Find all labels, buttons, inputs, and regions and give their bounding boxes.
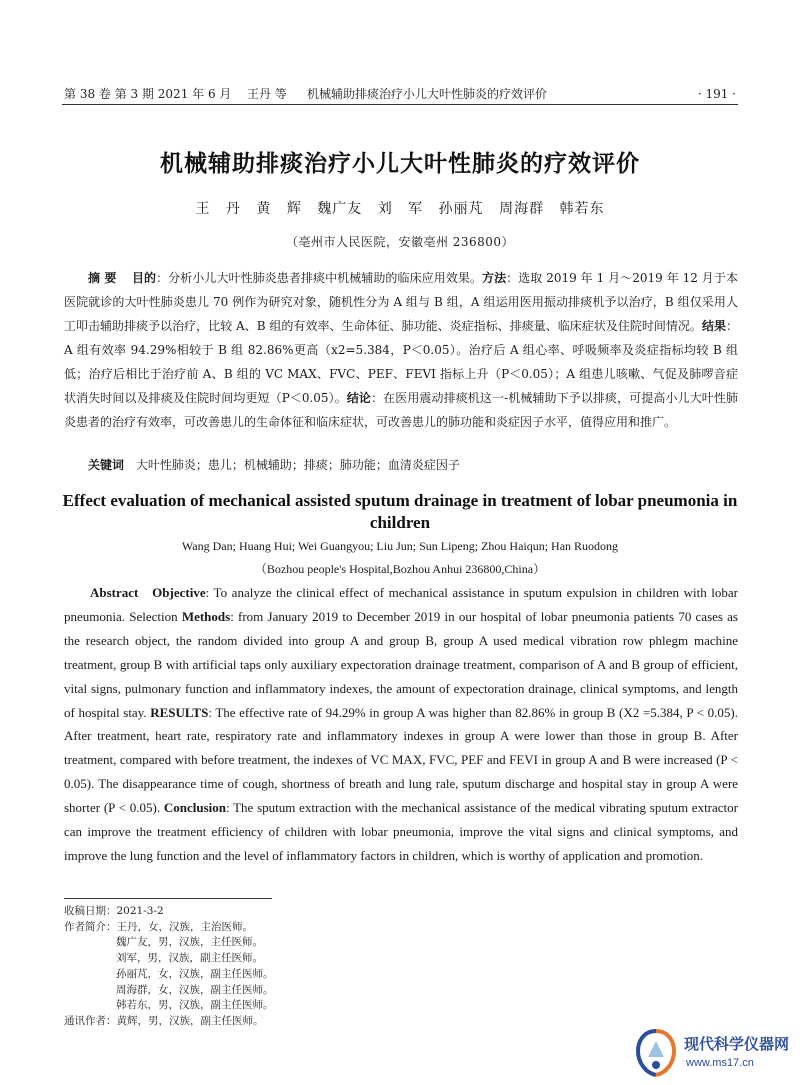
author-intro-line bbox=[64, 920, 464, 936]
conclusion-label-en: Conclusion bbox=[163, 800, 226, 816]
objective-text-en: : To analyze the clinical effect of mechanical assistance in sputum expulsion in children with lobar pneumonia. Selection bbox=[64, 585, 739, 624]
results-label-en: RESULTS bbox=[150, 704, 209, 720]
method-label-cn: 方法 bbox=[482, 271, 507, 285]
results-text-en: : The effective rate of 94.29% in group A was higher than 82.86% in group B (X2 =5.384, P < 0.05). After treatment, heart rate, respiratory rate and inflammatory indexes in group A were lower than those in group B. After treatment, compared with before treatment, the indexes of VC MAX, FVC, PEF and FEVI in group A and B were increased (P < 0.05). The disappearance time of cough, shortness of breath and lung rale, sputum discharge and hospital stay in group A were shorter (P < 0.05). bbox=[64, 704, 739, 816]
received-date: 收稿日期：2021-3-2 bbox=[64, 905, 164, 917]
affiliation-cn: （亳州市人民医院，安徽亳州 236800） bbox=[285, 235, 515, 249]
author-intro-label: 作者简介： bbox=[64, 920, 117, 933]
keywords-text-cn: 大叶性肺炎；患儿；机械辅助；排痰；肺功能；血清炎症因子 bbox=[135, 458, 460, 472]
objective-label-cn: 目的 bbox=[131, 271, 157, 285]
journal-issue: 第 38 卷 第 3 期 2021 年 6 月 bbox=[64, 87, 232, 101]
abstract-en bbox=[64, 581, 738, 868]
author-intro-item: 韩若东，男，汉族，副主任医师。 bbox=[116, 999, 274, 1012]
affiliation-en: （Bozhou people's Hospital,Bozhou Anhui 236800,China） bbox=[254, 562, 546, 576]
author-intro-item: 魏广友，男，汉族，主任医师。 bbox=[116, 936, 263, 949]
abstract-cn bbox=[64, 266, 738, 434]
watermark-url[interactable]: www.ms17.cn bbox=[686, 1057, 754, 1069]
header-title: 机械辅助排痰治疗小儿大叶性肺炎的疗效评价 bbox=[307, 87, 548, 101]
author-list-en: Wang Dan; Huang Hui; Wei Guangyou; Liu Jun; Sun Lipeng; Zhou Haiqun; Han Ruodong bbox=[181, 539, 619, 553]
method-text-cn: ：选取 2019 年 1 月～2019 年 12 月于本医院就诊的大叶性肺炎患儿 70 例作为研究对象，随机性分为 A 组与 B 组，A 组运用医用振动排痰机予以治疗，B 组仅采用人工叩击辅助排痰予以治疗，比较 A、B 组的有效率、生命体征、肺功能、炎症指标、排痰量、临床症状及住院时间情况。 bbox=[64, 271, 738, 333]
objective-text-cn: ：分析小儿大叶性肺炎患者排痰中机械辅助的临床应用效果。 bbox=[156, 271, 482, 285]
result-text-cn: ：A 组有效率 94.29%相较于 B 组 82.86%更高（x2=5.384，P＜0.05）。治疗后 A 组心率、呼吸频率及炎症指标均较 B 组低；治疗后相比于治疗前 A、B 组的 VC MAX、FVC、PEF、FEVI 指标上升（P＜0.05）；A 组患儿咳嗽、气促及肺啰音症状消失时间以及排痰及住院时间均更短（P＜0.05）。 bbox=[64, 319, 738, 405]
footnotes bbox=[64, 904, 464, 1030]
objective-label-en: Objective bbox=[152, 585, 206, 600]
site-watermark[interactable] bbox=[632, 1027, 792, 1079]
running-header bbox=[62, 84, 738, 105]
result-label-cn: 结果 bbox=[701, 319, 726, 333]
watermark-site-name: 现代科学仪器网 bbox=[684, 1035, 790, 1053]
header-authors: 王丹 等 bbox=[247, 87, 287, 101]
conclusion-label-cn: 结论 bbox=[346, 391, 372, 405]
keywords-cn bbox=[88, 455, 738, 475]
corresponding-author: 通讯作者：黄辉，男，汉族，副主任医师。 bbox=[64, 1014, 264, 1027]
paper-title-en: Effect evaluation of mechanical assisted sputum drainage in treatment of lobar pneumonia in children bbox=[62, 491, 738, 532]
keywords-label-cn: 关键词 bbox=[88, 458, 125, 472]
paper-title-cn: 机械辅助排痰治疗小儿大叶性肺炎的疗效评价 bbox=[160, 151, 640, 177]
methods-text-en: : from January 2019 to December 2019 in our hospital of lobar pneumonia patients 70 cases as the research object, the random divided into group A and group B, group A used medical vibration row phlegm machine treatment, group B with artificial taps only auxiliary expectoration drainage treatment, comparison of A and B group of efficient, vital signs, pulmonary function and inflammatory indexes, the amount of expectoration drainage, clinical symptoms, and length of hospital stay. bbox=[64, 608, 738, 720]
author-intro-item: 周海群，女，汉族，副主任医师。 bbox=[116, 983, 274, 996]
methods-label-en: Methods bbox=[181, 608, 231, 624]
page-number: · 191 · bbox=[697, 87, 736, 101]
conclusion-text-cn: ：在医用震动排痰机这一-机械辅助下予以排痰，可提高小儿大叶性肺炎患者的治疗有效率，可改善患儿的生命体征和临床症状，可改善患儿的肺功能和炎症因子水平，值得应用和推广。 bbox=[64, 391, 738, 429]
author-list-cn: 王 丹 黄 辉 魏广友 刘 军 孙丽芃 周海群 韩若东 bbox=[195, 201, 605, 217]
abstract-label-cn: 摘 要 bbox=[88, 271, 117, 285]
footnote-divider bbox=[64, 898, 272, 899]
author-intro-item: 刘军，男，汉族，副主任医师。 bbox=[116, 952, 263, 965]
conclusion-text-en: : The sputum extraction with the mechanical assistance of the medical vibrating sputum extractor can improve the treatment efficiency of children with lobar pneumonia, improve the vital signs and clinical symptoms, and improve the lung function and the level of inflammatory factors in children, which is worthy of application and promotion. bbox=[64, 800, 738, 863]
author-intro-item: 孙丽芃，女，汉族，副主任医师。 bbox=[116, 967, 274, 980]
watermark-logo-icon bbox=[632, 1027, 680, 1079]
author-intro-item: 王丹，女，汉族，主治医师。 bbox=[116, 920, 253, 933]
abstract-label-en: Abstract bbox=[90, 585, 139, 600]
